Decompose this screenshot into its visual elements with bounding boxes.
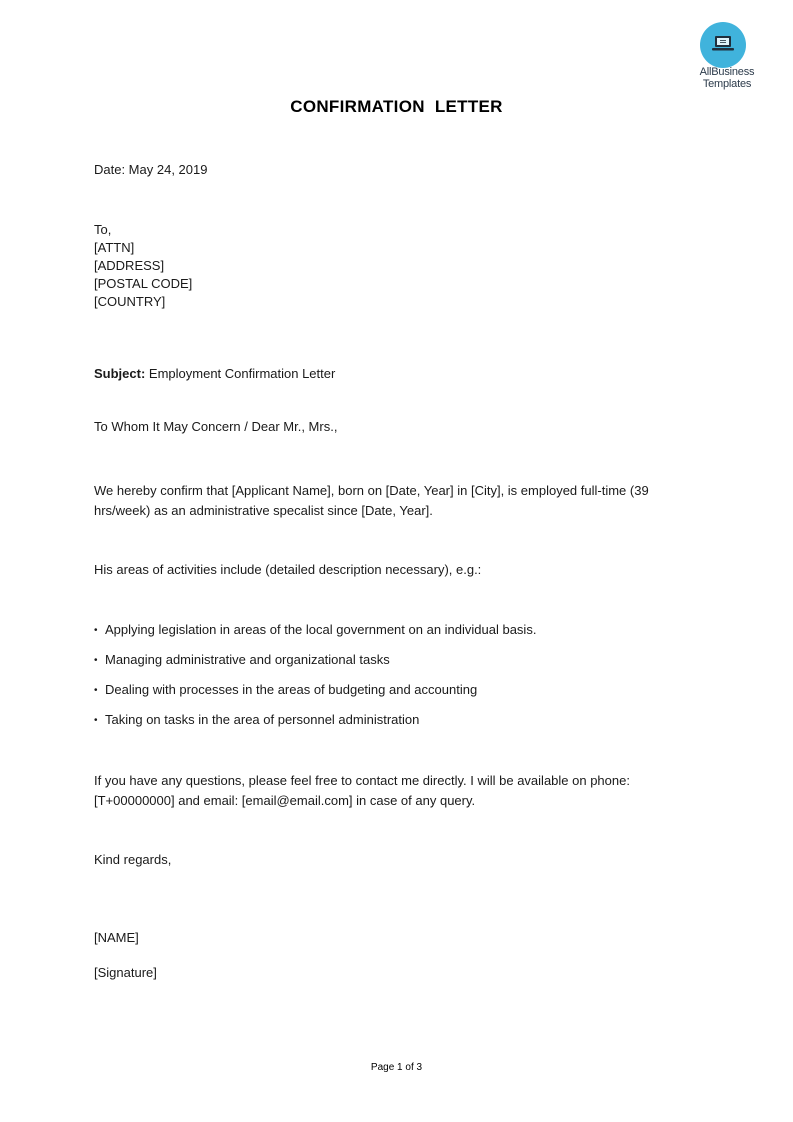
page-number: Page 1 of 3 [370,1062,423,1073]
logo-text [688,66,766,90]
activities-intro: His areas of activities include (detailed description necessary), e.g.: [94,562,482,577]
list-item-text: Dealing with processes in the areas of budgeting and accounting [105,682,478,697]
logo-circle [700,22,746,68]
allbusiness-templates-logo [688,20,768,96]
list-item-text: Applying legislation in areas of the local government on an individual basis. [105,622,537,637]
salutation: To Whom It May Concern / Dear Mr., Mrs., [94,419,338,434]
recipient-to: To, [94,222,112,237]
letter-date: Date: May 24, 2019 [94,162,208,177]
list-item-text: Managing administrative and organizational tasks [105,652,390,667]
logo-text-line2: Templates [702,78,752,90]
recipient-attn: [ATTN] [94,240,135,255]
list-item [94,621,536,640]
subject-text: Employment Confirmation Letter [145,366,336,381]
logo-text-line1: AllBusiness [699,66,755,78]
contact-paragraph: If you have any questions, please feel free to contact me directly. I will be available on phone: [T+00000000] and email: [email@email.com] in case of any query. [94,773,630,808]
subject-line [94,365,335,383]
laptop-icon [712,35,734,53]
bullet-icon: • [94,655,98,666]
confirmation-paragraph: We hereby confirm that [Applicant Name], born on [Date, Year] in [City], is employed full-time (39 hrs/week) as an administrative specalist since [Date, Year]. [94,483,649,518]
bullet-icon: • [94,685,98,696]
list-item [94,711,419,730]
page-title: CONFIRMATION LETTER [290,97,503,116]
recipient-country: [COUNTRY] [94,294,166,309]
recipient-postal-code: [POSTAL CODE] [94,276,193,291]
list-item-text: Taking on tasks in the area of personnel administration [105,712,420,727]
signature: [Signature] [94,965,157,980]
signer-name: [NAME] [94,930,139,945]
list-item [94,681,477,700]
list-item [94,651,390,670]
bullet-icon: • [94,625,98,636]
bullet-icon: • [94,715,98,726]
closing: Kind regards, [94,852,172,867]
subject-label: Subject: [94,366,146,381]
recipient-address: [ADDRESS] [94,258,165,273]
